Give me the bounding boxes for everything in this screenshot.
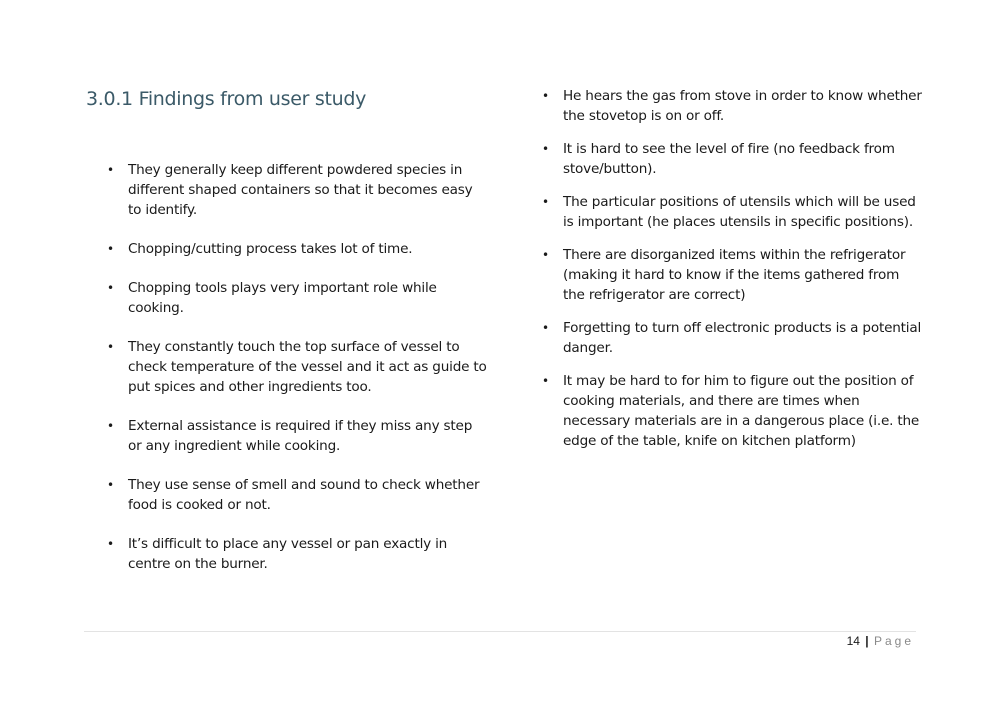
bullet-icon: •: [542, 142, 549, 156]
list-item-text: Chopping tools plays very important role while cooking.: [128, 280, 437, 316]
list-item: [542, 192, 924, 232]
bullet-icon: •: [107, 340, 114, 354]
bullet-icon: •: [107, 537, 114, 551]
bullet-icon: •: [542, 321, 549, 335]
page-footer: [847, 634, 914, 648]
list-item-text: The particular positions of utensils which will be used is important (he places utensils in specific positions).: [563, 194, 916, 230]
list-item: [107, 337, 487, 397]
list-item: [107, 475, 487, 515]
bullet-icon: •: [542, 374, 549, 388]
list-item-text: He hears the gas from stove in order to know whether the stovetop is on or off.: [563, 88, 922, 124]
list-item: [542, 318, 924, 358]
section-heading: 3.0.1 Findings from user study: [86, 88, 367, 110]
page-label: Page: [873, 634, 914, 648]
list-item-text: It may be hard to for him to figure out the position of cooking materials, and there are times when necessary materials are in a dangerous place (i.e. the edge of the table, knife on kitchen platform): [563, 373, 920, 449]
list-item-text: Forgetting to turn off electronic products is a potential danger.: [563, 320, 922, 356]
list-item-text: There are disorganized items within the refrigerator (making it hard to know if the items gathered from the refrigerator are correct): [563, 247, 906, 303]
list-item-text: External assistance is required if they miss any step or any ingredient while cooking.: [128, 418, 473, 454]
list-item: [107, 160, 487, 220]
bullet-icon: •: [107, 242, 114, 256]
list-item: [542, 245, 924, 305]
right-findings-list: [542, 86, 924, 464]
list-item: [542, 371, 924, 451]
list-item: [107, 278, 487, 318]
list-item: [542, 86, 924, 126]
footer-divider: [84, 631, 916, 632]
list-item: [107, 416, 487, 456]
left-findings-list: [107, 160, 487, 593]
footer-separator: |: [865, 634, 869, 648]
bullet-icon: •: [542, 89, 549, 103]
bullet-icon: •: [107, 163, 114, 177]
bullet-icon: •: [107, 419, 114, 433]
page-number: 14: [846, 634, 860, 648]
list-item-text: They constantly touch the top surface of vessel to check temperature of the vessel and it act as guide to put spices and other ingredients too.: [128, 339, 487, 395]
bullet-icon: •: [107, 281, 114, 295]
list-item-text: It’s difficult to place any vessel or pan exactly in centre on the burner.: [128, 536, 448, 572]
bullet-icon: •: [542, 248, 549, 262]
list-item-text: They use sense of smell and sound to check whether food is cooked or not.: [128, 477, 480, 513]
list-item: [107, 239, 487, 259]
list-item-text: Chopping/cutting process takes lot of time.: [128, 241, 413, 257]
list-item: [107, 534, 487, 574]
list-item-text: It is hard to see the level of fire (no feedback from stove/button).: [563, 141, 895, 177]
bullet-icon: •: [107, 478, 114, 492]
list-item: [542, 139, 924, 179]
list-item-text: They generally keep different powdered species in different shaped containers so that it becomes easy to identify.: [128, 162, 473, 218]
bullet-icon: •: [542, 195, 549, 209]
